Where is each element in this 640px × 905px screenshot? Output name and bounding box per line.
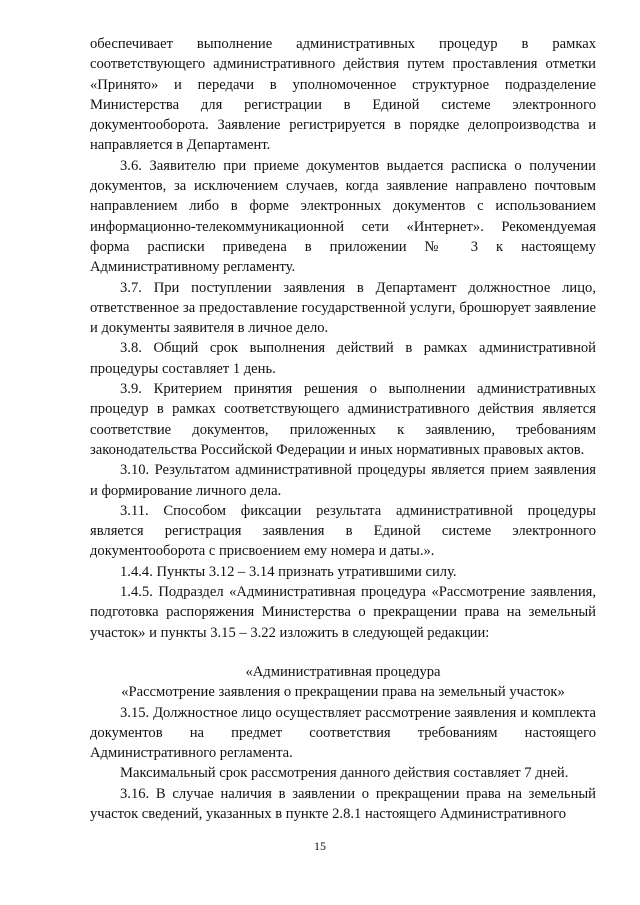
paragraph-3-7: 3.7. При поступлении заявления в Департамент должностное лицо, ответственное за предоставление государственной услуги, брошюрует заявление и документы заявителя в личное дело. — [90, 279, 596, 337]
section-heading-line-2: «Рассмотрение заявления о прекращении права на земельный участок» — [121, 684, 565, 701]
paragraph-3-8: 3.8. Общий срок выполнения действий в рамках административной процедуры составляет 1 день. — [90, 340, 596, 377]
document-body — [90, 34, 596, 824]
paragraph-max-term: Максимальный срок рассмотрения данного действия составляет 7 дней. — [120, 765, 569, 782]
section-heading-line-1: «Административная процедура — [245, 663, 441, 680]
paragraph-3-16: 3.16. В случае наличия в заявлении о прекращении права на земельный участок сведений, указанных в пункте 2.8.1 настоящего Административного — [90, 785, 596, 822]
paragraph-3-10: 3.10. Результатом административной процедуры является прием заявления и формирование личного дела. — [90, 462, 596, 499]
paragraph-1-4-5: 1.4.5. Подраздел «Административная процедура «Рассмотрение заявления, подготовка распоряжения Министерства о прекращении права на земельный участок» и пункты 3.15 – 3.22 изложить в следующей редакции: — [90, 584, 596, 641]
page-number: 15 — [314, 839, 326, 853]
paragraph-3-6: 3.6. Заявителю при приеме документов выдается расписка о получении документов, за исключением случаев, когда заявление направлено почтовым направлением либо в форме электронных документов с использованием информационно-телекоммуникационной сети «Интернет». Рекомендуемая форма расписки приведена в приложении № 3 к настоящему Административному регламенту. — [90, 157, 596, 276]
paragraph-3-15: 3.15. Должностное лицо осуществляет рассмотрение заявления и комплекта документов на предмет соответствия требованиям настоящего Административного регламента. — [90, 704, 596, 762]
paragraph-3-9: 3.9. Критерием принятия решения о выполнении административных процедур в рамках соответствующего административного действия является соответствие документов, приложенных к заявлению, требованиям законодательства Российской Федерации и иных нормативных правовых актов. — [90, 381, 596, 458]
paragraph-3-11: 3.11. Способом фиксации результата административной процедуры является регистрация заявления в Единой системе электронного документооборота с присвоением ему номера и даты.». — [90, 502, 596, 560]
paragraph-1-4-4: 1.4.4. Пункты 3.12 – 3.14 признать утратившими силу. — [120, 563, 457, 580]
paragraph-continuation: обеспечивает выполнение административных процедур в рамках соответствующего административного действия путем проставления отметки «Принято» и передачи в уполномоченное структурное подразделение Министерства для регистрации в Единой системе электронного документооборота. Заявление регистрируется в порядке делопроизводства и направляется в Департамент. — [90, 36, 596, 154]
